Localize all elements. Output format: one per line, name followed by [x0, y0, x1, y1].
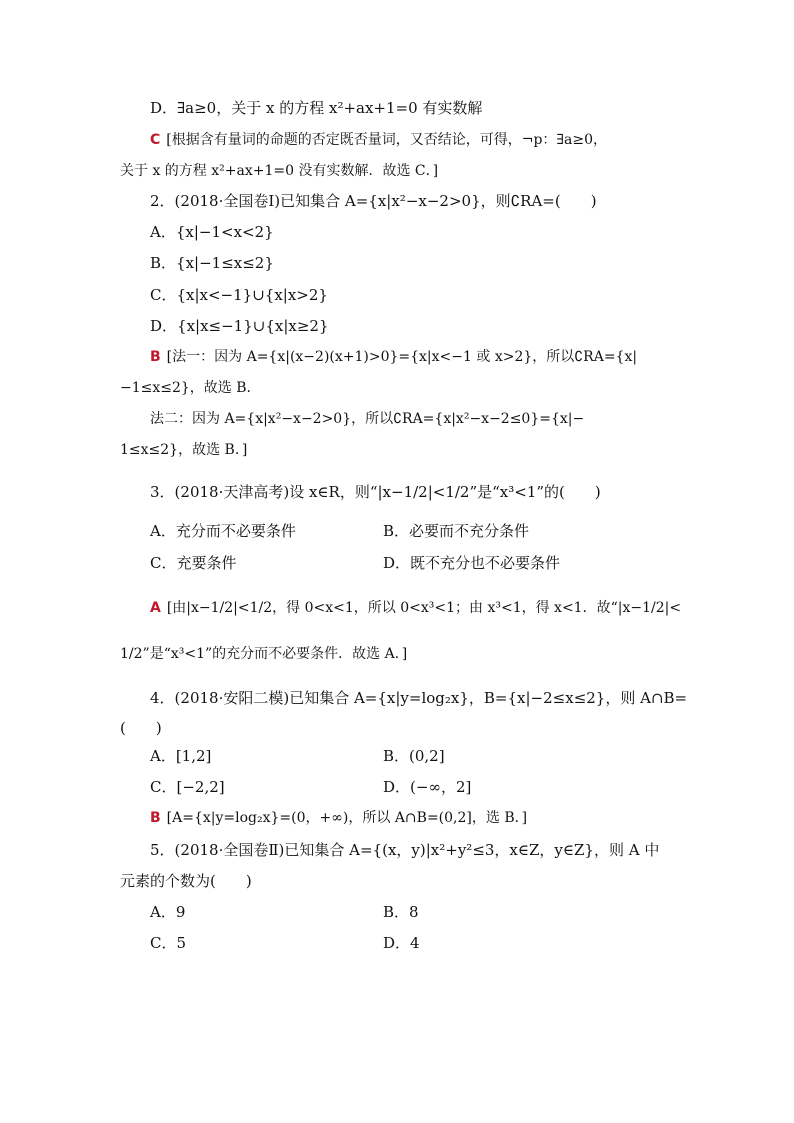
- q4-option-b: B．(0,2]: [383, 747, 445, 765]
- explanation-text: [A={x|y=log₂x}=(0，+∞)，所以 A∩B=(0,2]，选 B．]: [166, 810, 528, 826]
- q2-option-b: B．{x|−1≤x≤2}: [150, 254, 274, 272]
- explanation-text: [法一：因为 A={x|(x−2)(x+1)>0}={x|x<−1 或 x>2}，所以∁RA={x|: [166, 349, 638, 365]
- q2-method-two: 法二：因为 A={x|x²−x−2>0}，所以∁RA={x|x²−x−2≤0}={x|−: [150, 411, 585, 427]
- answer-letter: C: [150, 132, 161, 148]
- question-5: 5．(2018·全国卷Ⅱ)已知集合 A={(x，y)|x²+y²≤3，x∈Z，y∈Z}，则 A 中: [150, 841, 660, 859]
- q2-option-d: D．{x|x≤−1}∪{x|x≥2}: [150, 317, 329, 335]
- q5-option-d: D．4: [383, 934, 420, 952]
- answer-explanation: [150, 130, 607, 150]
- q4-option-c: C．[−2,2]: [150, 778, 225, 796]
- explanation-text: [根据含有量词的命题的否定既否量词，又否结论，可得，¬p：∃a≥0，: [166, 132, 608, 148]
- q2-answer: [150, 347, 637, 367]
- question-5-cont: 元素的个数为( ): [120, 872, 252, 890]
- answer-letter: B: [150, 810, 161, 826]
- q4-option-a: A．[1,2]: [150, 747, 212, 765]
- question-4-paren: ( ): [120, 719, 162, 737]
- explanation-text: [由|x−1/2|<1/2，得 0<x<1，所以 0<x³<1；由 x³<1，得 x<1．故“|x−1/2|<: [166, 600, 682, 616]
- q5-option-a: A．9: [150, 903, 186, 921]
- answer-letter: B: [150, 349, 161, 365]
- q4-option-d: D．(−∞，2]: [383, 778, 472, 796]
- option-d-text: D．∃a≥0，关于 x 的方程 x²+ax+1=0 有实数解: [150, 99, 483, 117]
- q3-option-c: C．充要条件: [150, 554, 237, 572]
- q3-answer: [150, 598, 681, 618]
- question-3: 3．(2018·天津高考)设 x∈R，则“|x−1/2|<1/2”是“x³<1”的( ): [150, 483, 601, 501]
- q5-option-b: B．8: [383, 903, 419, 921]
- q3-option-a: A．充分而不必要条件: [150, 522, 296, 540]
- q2-answer-cont: −1≤x≤2}，故选 B．: [120, 380, 261, 396]
- q3-option-d: D．既不充分也不必要条件: [383, 554, 561, 572]
- q3-answer-cont: 1/2”是“x³<1”的充分而不必要条件．故选 A．]: [120, 646, 408, 662]
- question-4: 4．(2018·安阳二模)已知集合 A={x|y=log₂x}，B={x|−2≤x≤2}，则 A∩B=: [150, 689, 688, 707]
- q3-option-b: B．必要而不充分条件: [383, 522, 530, 540]
- q5-option-c: C．5: [150, 934, 187, 952]
- q4-answer: [150, 808, 527, 828]
- q2-method-two-cont: 1≤x≤2}，故选 B．]: [120, 442, 248, 458]
- question-2: 2．(2018·全国卷Ⅰ)已知集合 A={x|x²−x−2>0}，则∁RA=( ): [150, 192, 597, 210]
- q2-option-a: A．{x|−1<x<2}: [150, 223, 274, 241]
- explanation-continued: 关于 x 的方程 x²+ax+1=0 没有实数解．故选 C．]: [120, 163, 439, 179]
- answer-letter: A: [150, 600, 161, 616]
- q2-option-c: C．{x|x<−1}∪{x|x>2}: [150, 286, 328, 304]
